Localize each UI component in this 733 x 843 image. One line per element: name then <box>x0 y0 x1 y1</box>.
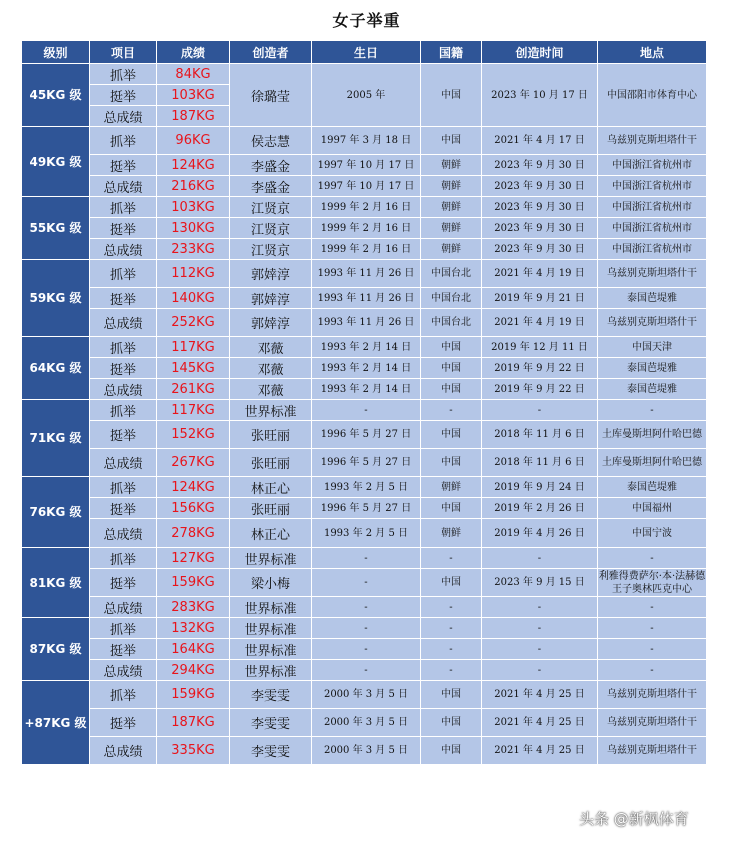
event-cell: 总成绩 <box>90 737 157 765</box>
place-cell: 中国天津 <box>598 337 707 358</box>
nation-cell: 朝鲜 <box>421 176 482 197</box>
event-cell: 抓举 <box>90 197 157 218</box>
nation-cell: 朝鲜 <box>421 218 482 239</box>
date-cell: 2023 年 9 月 30 日 <box>482 197 598 218</box>
nation-cell: 中国 <box>421 64 482 127</box>
weight-class-cell: 87KG 级 <box>22 618 90 681</box>
nation-cell: 中国 <box>421 421 482 449</box>
place-cell: 中国邵阳市体育中心 <box>598 64 707 127</box>
result-cell: 267KG <box>157 449 230 477</box>
birth-cell: 2000 年 3 月 5 日 <box>312 681 421 709</box>
nation-cell: - <box>421 618 482 639</box>
table-row <box>22 64 707 85</box>
place-cell: - <box>598 639 707 660</box>
birth-cell: 1997 年 10 月 17 日 <box>312 155 421 176</box>
birth-cell: 1993 年 2 月 14 日 <box>312 358 421 379</box>
event-cell: 抓举 <box>90 681 157 709</box>
holder-cell: 世界标准 <box>230 548 312 569</box>
event-cell: 抓举 <box>90 260 157 288</box>
header-result: 成绩 <box>157 41 230 64</box>
date-cell: 2023 年 9 月 30 日 <box>482 218 598 239</box>
nation-cell: 中国 <box>421 358 482 379</box>
date-cell: 2019 年 4 月 26 日 <box>482 519 598 548</box>
place-cell: 中国浙江省杭州市 <box>598 176 707 197</box>
result-cell: 96KG <box>157 127 230 155</box>
birth-cell: 1996 年 5 月 27 日 <box>312 498 421 519</box>
event-cell: 抓举 <box>90 618 157 639</box>
place-cell: - <box>598 618 707 639</box>
nation-cell: 中国台北 <box>421 309 482 337</box>
nation-cell: 中国 <box>421 737 482 765</box>
birth-cell: 1996 年 5 月 27 日 <box>312 449 421 477</box>
header-holder: 创造者 <box>230 41 312 64</box>
holder-cell: 邓薇 <box>230 337 312 358</box>
weight-class-cell: 71KG 级 <box>22 400 90 477</box>
date-cell: 2021 年 4 月 25 日 <box>482 681 598 709</box>
weight-class-cell: 45KG 级 <box>22 64 90 127</box>
holder-cell: 张旺丽 <box>230 498 312 519</box>
nation-cell: - <box>421 660 482 681</box>
birth-cell: - <box>312 618 421 639</box>
date-cell: 2021 年 4 月 25 日 <box>482 737 598 765</box>
header-nation: 国籍 <box>421 41 482 64</box>
result-cell: 335KG <box>157 737 230 765</box>
header-event: 项目 <box>90 41 157 64</box>
holder-cell: 张旺丽 <box>230 449 312 477</box>
result-cell: 159KG <box>157 569 230 597</box>
date-cell: 2023 年 10 月 17 日 <box>482 64 598 127</box>
date-cell: - <box>482 400 598 421</box>
result-cell: 132KG <box>157 618 230 639</box>
date-cell: - <box>482 597 598 618</box>
place-cell: 土库曼斯坦阿什哈巴德 <box>598 449 707 477</box>
table-row <box>22 309 707 337</box>
date-cell: 2023 年 9 月 30 日 <box>482 176 598 197</box>
holder-cell: 江贤京 <box>230 218 312 239</box>
event-cell: 挺举 <box>90 421 157 449</box>
birth-cell: 1993 年 11 月 26 日 <box>312 260 421 288</box>
header-date: 创造时间 <box>482 41 598 64</box>
table-row <box>22 260 707 288</box>
table-row <box>22 709 707 737</box>
date-cell: 2023 年 9 月 30 日 <box>482 155 598 176</box>
holder-cell: 徐璐莹 <box>230 64 312 127</box>
date-cell: 2021 年 4 月 19 日 <box>482 260 598 288</box>
header-class: 级别 <box>22 41 90 64</box>
nation-cell: 中国 <box>421 449 482 477</box>
header-birth: 生日 <box>312 41 421 64</box>
nation-cell: - <box>421 400 482 421</box>
holder-cell: 李雯雯 <box>230 681 312 709</box>
weight-class-cell: 49KG 级 <box>22 127 90 197</box>
nation-cell: - <box>421 597 482 618</box>
result-cell: 283KG <box>157 597 230 618</box>
result-cell: 112KG <box>157 260 230 288</box>
birth-cell: - <box>312 639 421 660</box>
watermark: 头条 @新枫体育 <box>579 810 689 828</box>
event-cell: 抓举 <box>90 337 157 358</box>
result-cell: 164KG <box>157 639 230 660</box>
table-row <box>22 597 707 618</box>
birth-cell: 1993 年 2 月 5 日 <box>312 519 421 548</box>
holder-cell: 梁小梅 <box>230 569 312 597</box>
birth-cell: - <box>312 400 421 421</box>
weight-class-cell: 81KG 级 <box>22 548 90 618</box>
event-cell: 挺举 <box>90 155 157 176</box>
date-cell: 2018 年 11 月 6 日 <box>482 449 598 477</box>
date-cell: 2023 年 9 月 15 日 <box>482 569 598 597</box>
event-cell: 总成绩 <box>90 519 157 548</box>
date-cell: - <box>482 639 598 660</box>
holder-cell: 郭婞淳 <box>230 309 312 337</box>
weight-class-cell: 76KG 级 <box>22 477 90 548</box>
event-cell: 挺举 <box>90 498 157 519</box>
result-cell: 278KG <box>157 519 230 548</box>
event-cell: 抓举 <box>90 127 157 155</box>
event-cell: 总成绩 <box>90 309 157 337</box>
place-cell: 泰国芭堤雅 <box>598 379 707 400</box>
birth-cell: - <box>312 569 421 597</box>
result-cell: 261KG <box>157 379 230 400</box>
result-cell: 152KG <box>157 421 230 449</box>
place-cell: - <box>598 660 707 681</box>
table-row <box>22 176 707 197</box>
table-row <box>22 660 707 681</box>
event-cell: 总成绩 <box>90 660 157 681</box>
result-cell: 159KG <box>157 681 230 709</box>
nation-cell: 中国 <box>421 379 482 400</box>
weight-class-cell: 55KG 级 <box>22 197 90 260</box>
nation-cell: 朝鲜 <box>421 239 482 260</box>
holder-cell: 侯志慧 <box>230 127 312 155</box>
date-cell: 2019 年 9 月 24 日 <box>482 477 598 498</box>
holder-cell: 世界标准 <box>230 618 312 639</box>
birth-cell: 1993 年 11 月 26 日 <box>312 309 421 337</box>
header-row <box>22 41 707 64</box>
holder-cell: 李盛金 <box>230 176 312 197</box>
place-cell: 乌兹别克斯坦塔什干 <box>598 309 707 337</box>
event-cell: 总成绩 <box>90 106 157 127</box>
birth-cell: 1999 年 2 月 16 日 <box>312 197 421 218</box>
event-cell: 总成绩 <box>90 176 157 197</box>
table-row <box>22 548 707 569</box>
place-cell: 中国宁波 <box>598 519 707 548</box>
place-cell: 中国福州 <box>598 498 707 519</box>
event-cell: 挺举 <box>90 639 157 660</box>
holder-cell: 郭婞淳 <box>230 260 312 288</box>
holder-cell: 郭婞淳 <box>230 288 312 309</box>
date-cell: 2018 年 11 月 6 日 <box>482 421 598 449</box>
place-cell: 乌兹别克斯坦塔什干 <box>598 127 707 155</box>
page-title: 女子举重 <box>332 11 401 30</box>
date-cell: 2023 年 9 月 30 日 <box>482 239 598 260</box>
table-row <box>22 639 707 660</box>
table-row <box>22 400 707 421</box>
result-cell: 117KG <box>157 337 230 358</box>
birth-cell: 2000 年 3 月 5 日 <box>312 709 421 737</box>
place-cell: 中国浙江省杭州市 <box>598 155 707 176</box>
nation-cell: 中国台北 <box>421 288 482 309</box>
birth-cell: 1999 年 2 月 16 日 <box>312 239 421 260</box>
holder-cell: 李雯雯 <box>230 737 312 765</box>
records-table <box>21 40 707 765</box>
place-cell: 利雅得费萨尔·本·法赫德王子奥林匹克中心 <box>598 570 706 595</box>
holder-cell: 邓薇 <box>230 358 312 379</box>
birth-cell: 1999 年 2 月 16 日 <box>312 218 421 239</box>
result-cell: 84KG <box>157 64 230 85</box>
place-cell: 泰国芭堤雅 <box>598 288 707 309</box>
result-cell: 294KG <box>157 660 230 681</box>
date-cell: 2019 年 2 月 26 日 <box>482 498 598 519</box>
weight-class-cell: 64KG 级 <box>22 337 90 400</box>
place-cell: 土库曼斯坦阿什哈巴德 <box>598 421 707 449</box>
holder-cell: 李雯雯 <box>230 709 312 737</box>
result-cell: 117KG <box>157 400 230 421</box>
nation-cell: 中国 <box>421 681 482 709</box>
event-cell: 挺举 <box>90 569 157 597</box>
table-row <box>22 379 707 400</box>
weight-class-cell: 59KG 级 <box>22 260 90 337</box>
nation-cell: - <box>421 548 482 569</box>
table-row <box>22 569 707 597</box>
place-cell: 乌兹别克斯坦塔什干 <box>598 260 707 288</box>
holder-cell: 江贤京 <box>230 197 312 218</box>
place-cell: 乌兹别克斯坦塔什干 <box>598 681 707 709</box>
birth-cell: 1993 年 11 月 26 日 <box>312 288 421 309</box>
birth-cell: - <box>312 597 421 618</box>
place-cell: 泰国芭堤雅 <box>598 358 707 379</box>
table-row <box>22 737 707 765</box>
birth-cell: - <box>312 660 421 681</box>
event-cell: 抓举 <box>90 400 157 421</box>
event-cell: 挺举 <box>90 218 157 239</box>
holder-cell: 世界标准 <box>230 597 312 618</box>
table-row <box>22 337 707 358</box>
place-cell: 泰国芭堤雅 <box>598 477 707 498</box>
nation-cell: - <box>421 639 482 660</box>
birth-cell: 1997 年 3 月 18 日 <box>312 127 421 155</box>
holder-cell: 李盛金 <box>230 155 312 176</box>
birth-cell: 1993 年 2 月 14 日 <box>312 337 421 358</box>
holder-cell: 世界标准 <box>230 660 312 681</box>
result-cell: 187KG <box>157 106 230 127</box>
result-cell: 124KG <box>157 155 230 176</box>
place-cell: - <box>598 548 707 569</box>
result-cell: 140KG <box>157 288 230 309</box>
event-cell: 总成绩 <box>90 379 157 400</box>
nation-cell: 朝鲜 <box>421 197 482 218</box>
nation-cell: 中国 <box>421 498 482 519</box>
result-cell: 127KG <box>157 548 230 569</box>
birth-cell: 1993 年 2 月 5 日 <box>312 477 421 498</box>
event-cell: 挺举 <box>90 288 157 309</box>
date-cell: 2021 年 4 月 17 日 <box>482 127 598 155</box>
nation-cell: 中国 <box>421 709 482 737</box>
date-cell: 2019 年 9 月 22 日 <box>482 379 598 400</box>
table-row <box>22 127 707 155</box>
table-row <box>22 358 707 379</box>
event-cell: 抓举 <box>90 64 157 85</box>
result-cell: 130KG <box>157 218 230 239</box>
place-cell: 乌兹别克斯坦塔什干 <box>598 709 707 737</box>
table-row <box>22 681 707 709</box>
birth-cell: 2000 年 3 月 5 日 <box>312 737 421 765</box>
event-cell: 总成绩 <box>90 449 157 477</box>
result-cell: 187KG <box>157 709 230 737</box>
date-cell: 2019 年 9 月 22 日 <box>482 358 598 379</box>
place-cell: 中国浙江省杭州市 <box>598 197 707 218</box>
result-cell: 156KG <box>157 498 230 519</box>
nation-cell: 朝鲜 <box>421 477 482 498</box>
place-cell: 乌兹别克斯坦塔什干 <box>598 737 707 765</box>
event-cell: 挺举 <box>90 358 157 379</box>
holder-cell: 世界标准 <box>230 400 312 421</box>
place-cell: - <box>598 400 707 421</box>
date-cell: 2019 年 9 月 21 日 <box>482 288 598 309</box>
date-cell: 2021 年 4 月 19 日 <box>482 309 598 337</box>
nation-cell: 中国 <box>421 127 482 155</box>
holder-cell: 江贤京 <box>230 239 312 260</box>
nation-cell: 朝鲜 <box>421 519 482 548</box>
table-row <box>22 519 707 548</box>
result-cell: 103KG <box>157 197 230 218</box>
event-cell: 挺举 <box>90 85 157 106</box>
result-cell: 216KG <box>157 176 230 197</box>
place-cell: 中国浙江省杭州市 <box>598 239 707 260</box>
event-cell: 总成绩 <box>90 597 157 618</box>
nation-cell: 中国 <box>421 337 482 358</box>
holder-cell: 林正心 <box>230 519 312 548</box>
event-cell: 抓举 <box>90 548 157 569</box>
date-cell: - <box>482 548 598 569</box>
records-body <box>22 64 707 765</box>
birth-cell: - <box>312 548 421 569</box>
holder-cell: 张旺丽 <box>230 421 312 449</box>
place-cell: - <box>598 597 707 618</box>
result-cell: 252KG <box>157 309 230 337</box>
result-cell: 145KG <box>157 358 230 379</box>
table-row <box>22 449 707 477</box>
table-row <box>22 239 707 260</box>
result-cell: 103KG <box>157 85 230 106</box>
date-cell: - <box>482 660 598 681</box>
nation-cell: 中国 <box>421 569 482 597</box>
nation-cell: 中国台北 <box>421 260 482 288</box>
table-row <box>22 618 707 639</box>
table-row <box>22 155 707 176</box>
weight-class-cell: +87KG 级 <box>22 681 90 765</box>
birth-cell: 1997 年 10 月 17 日 <box>312 176 421 197</box>
event-cell: 抓举 <box>90 477 157 498</box>
table-row <box>22 288 707 309</box>
result-cell: 233KG <box>157 239 230 260</box>
table-row <box>22 498 707 519</box>
birth-cell: 1996 年 5 月 27 日 <box>312 421 421 449</box>
event-cell: 挺举 <box>90 709 157 737</box>
nation-cell: 朝鲜 <box>421 155 482 176</box>
date-cell: 2019 年 12 月 11 日 <box>482 337 598 358</box>
table-row <box>22 197 707 218</box>
header-place: 地点 <box>598 41 707 64</box>
table-row <box>22 421 707 449</box>
holder-cell: 邓薇 <box>230 379 312 400</box>
place-cell: 中国浙江省杭州市 <box>598 218 707 239</box>
result-cell: 124KG <box>157 477 230 498</box>
table-row <box>22 218 707 239</box>
event-cell: 总成绩 <box>90 239 157 260</box>
table-row <box>22 477 707 498</box>
holder-cell: 世界标准 <box>230 639 312 660</box>
holder-cell: 林正心 <box>230 477 312 498</box>
birth-cell: 1993 年 2 月 14 日 <box>312 379 421 400</box>
birth-cell: 2005 年 <box>312 64 421 127</box>
date-cell: - <box>482 618 598 639</box>
date-cell: 2021 年 4 月 25 日 <box>482 709 598 737</box>
